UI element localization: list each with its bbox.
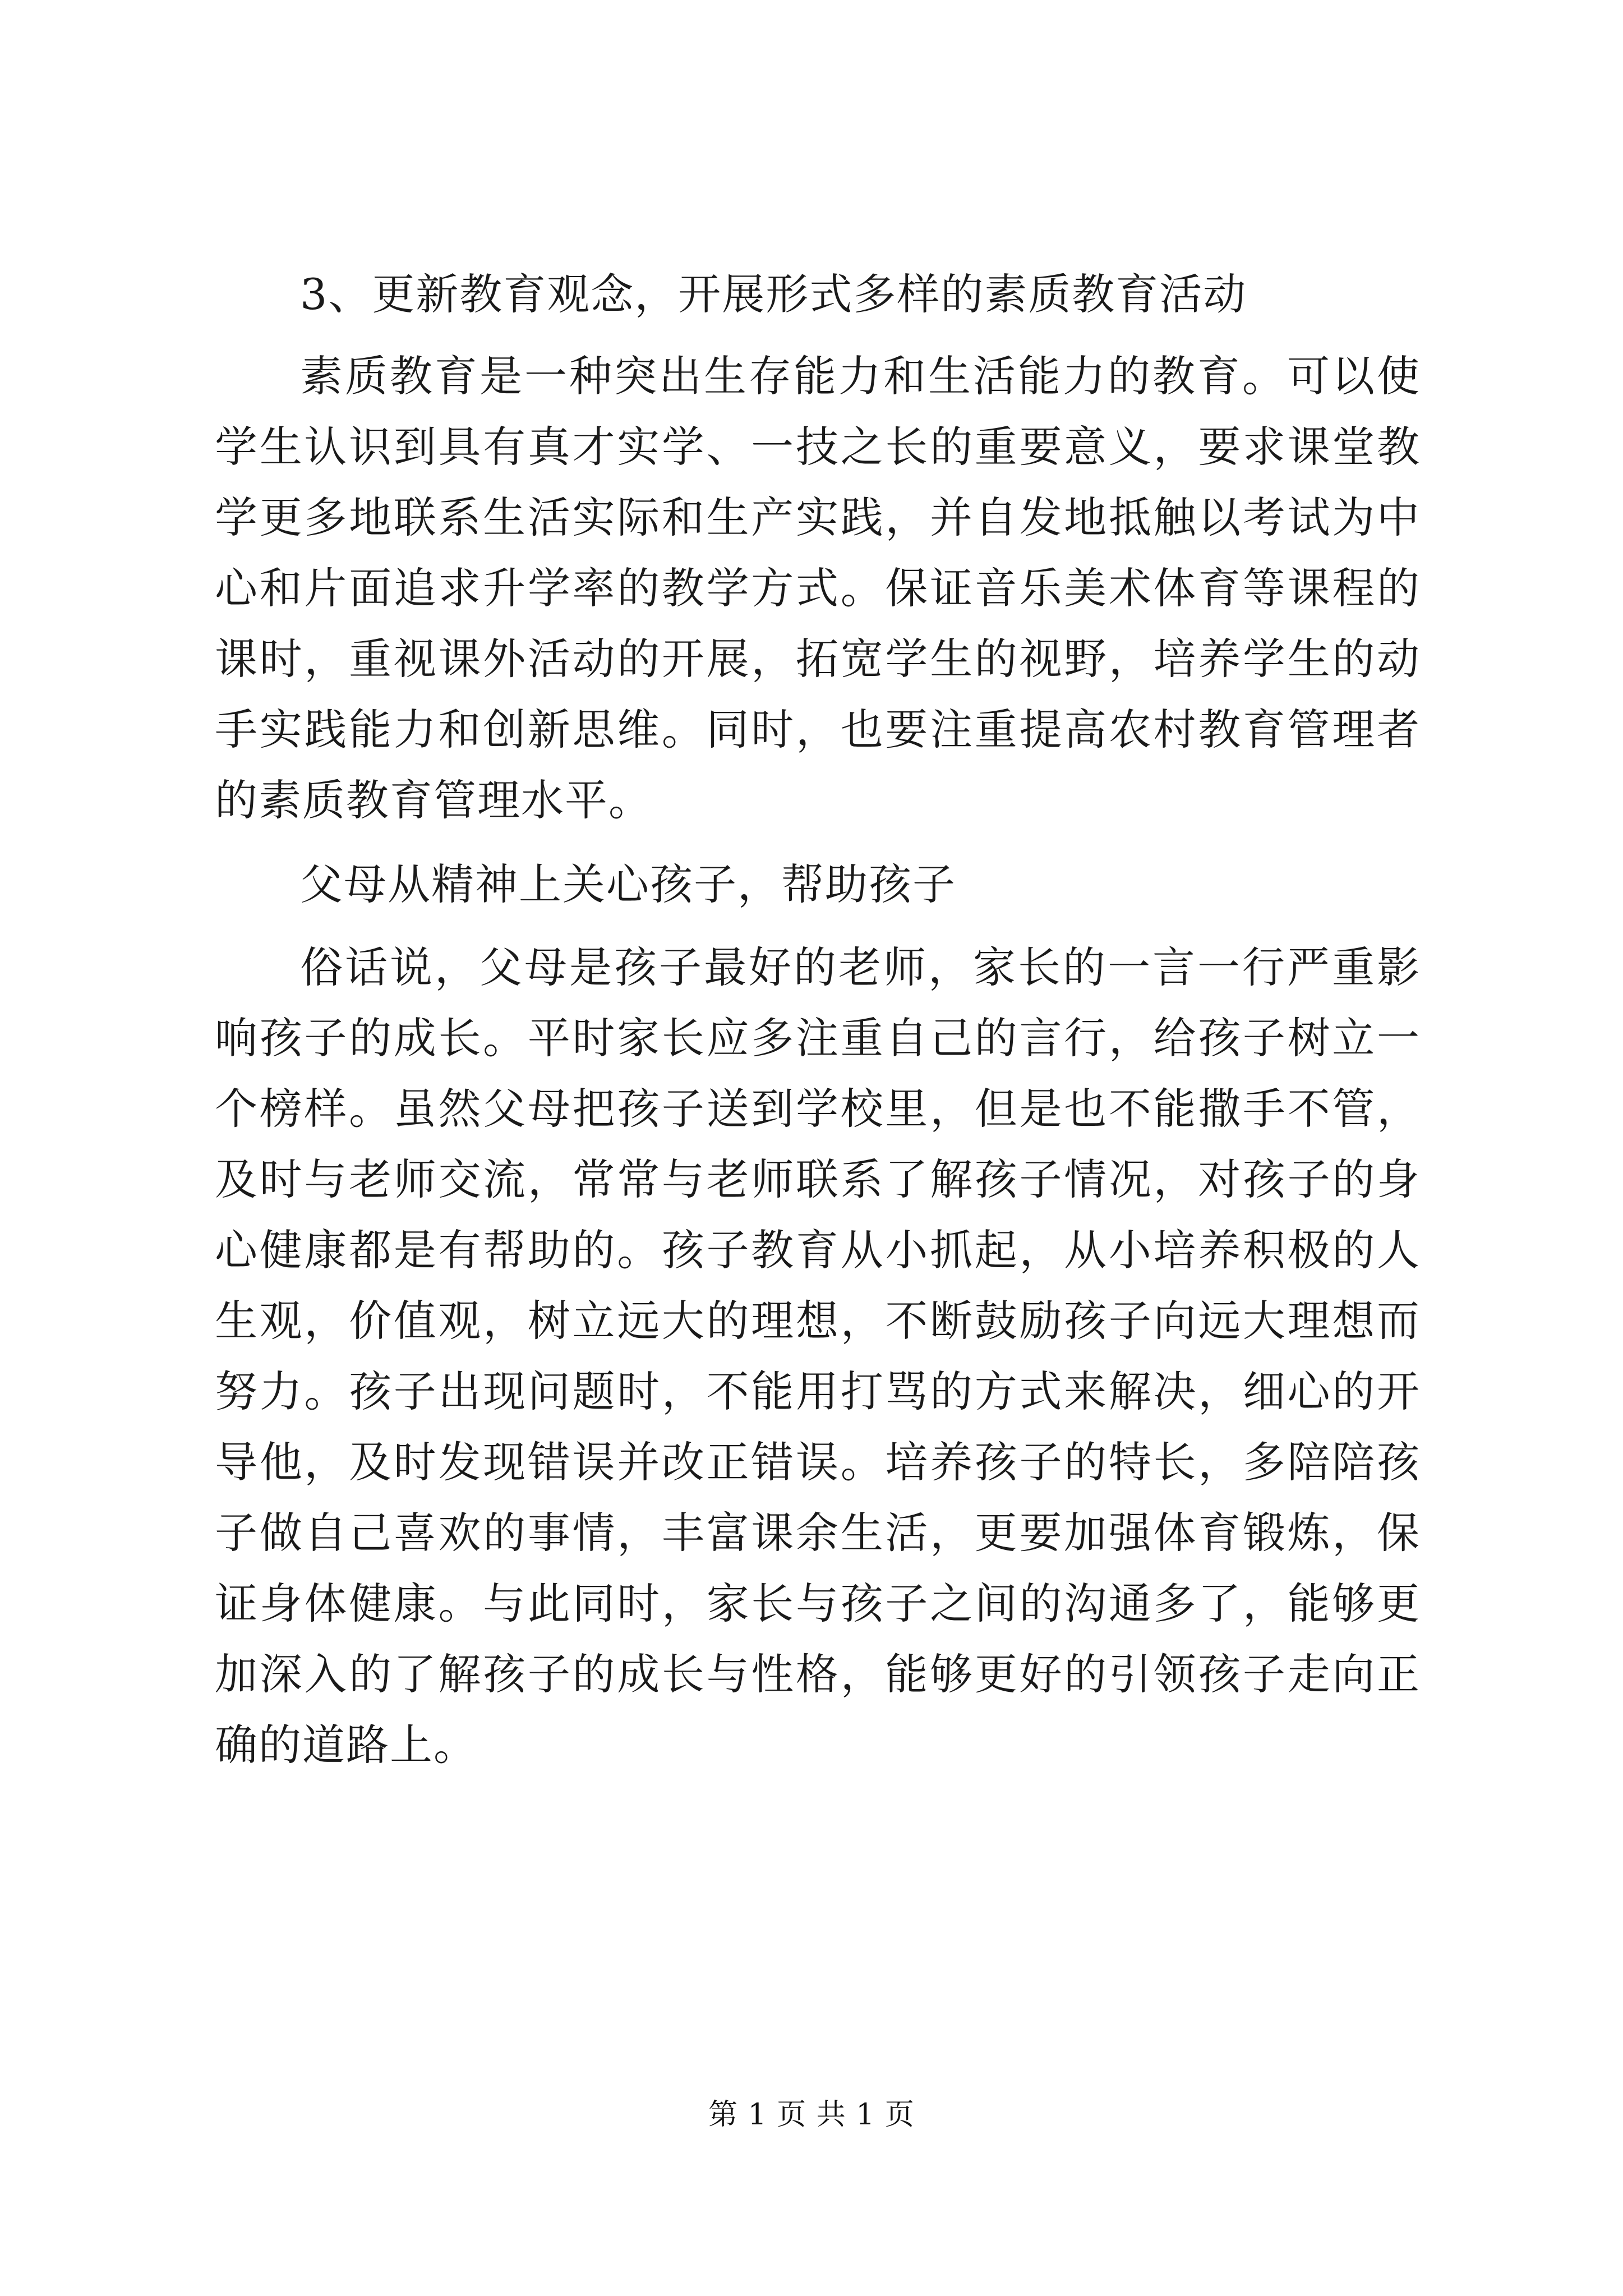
- paragraph-parents-care: 俗话说，父母是孩子最好的老师，家长的一言一行严重影响孩子的成长。平时家长应多注重自己的言行，给孩子树立一个榜样。虽然父母把孩子送到学校里，但是也不能撒手不管，及时与老师交流，常常与老师联系了解孩子情况，对孩子的身心健康都是有帮助的。孩子教育从小抓起，从小培养积极的人生观，价值观，树立远大的理想，不断鼓励孩子向远大理想而努力。孩子出现问题时，不能用打骂的方式来解决，细心的开导他，及时发现错误并改正错误。培养孩子的特长，多陪陪孩子做自己喜欢的事情，丰富课余生活，更要加强体育锻炼，保证身体健康。与此同时，家长与孩子之间的沟通多了，能够更加深入的了解孩子的成长与性格，能够更好的引领孩子走向正确的道路上。: [215, 942, 1421, 1770]
- page-number-indicator: 第 1 页 共 1 页: [708, 2098, 915, 2132]
- paragraph-quality-education: 素质教育是一种突出生存能力和生活能力的教育。可以使学生认识到具有真才实学、一技之长的重要意义，要求课堂教学更多地联系生活实际和生产实践，并自发地抵触以考试为中心和片面追求升学率的教学方式。保证音乐美术体育等课程的课时，重视课外活动的开展，拓宽学生的视野，培养学生的动手实践能力和创新思维。同时，也要注重提高农村教育管理者的素质教育管理水平。: [215, 351, 1421, 825]
- document-body: [215, 259, 1421, 1793]
- section-subheading: 父母从精神上关心孩子，帮助孩子: [300, 859, 956, 909]
- section-heading: 3、更新教育观念，开展形式多样的素质教育活动: [300, 269, 1247, 319]
- page-footer: [0, 2095, 1623, 2134]
